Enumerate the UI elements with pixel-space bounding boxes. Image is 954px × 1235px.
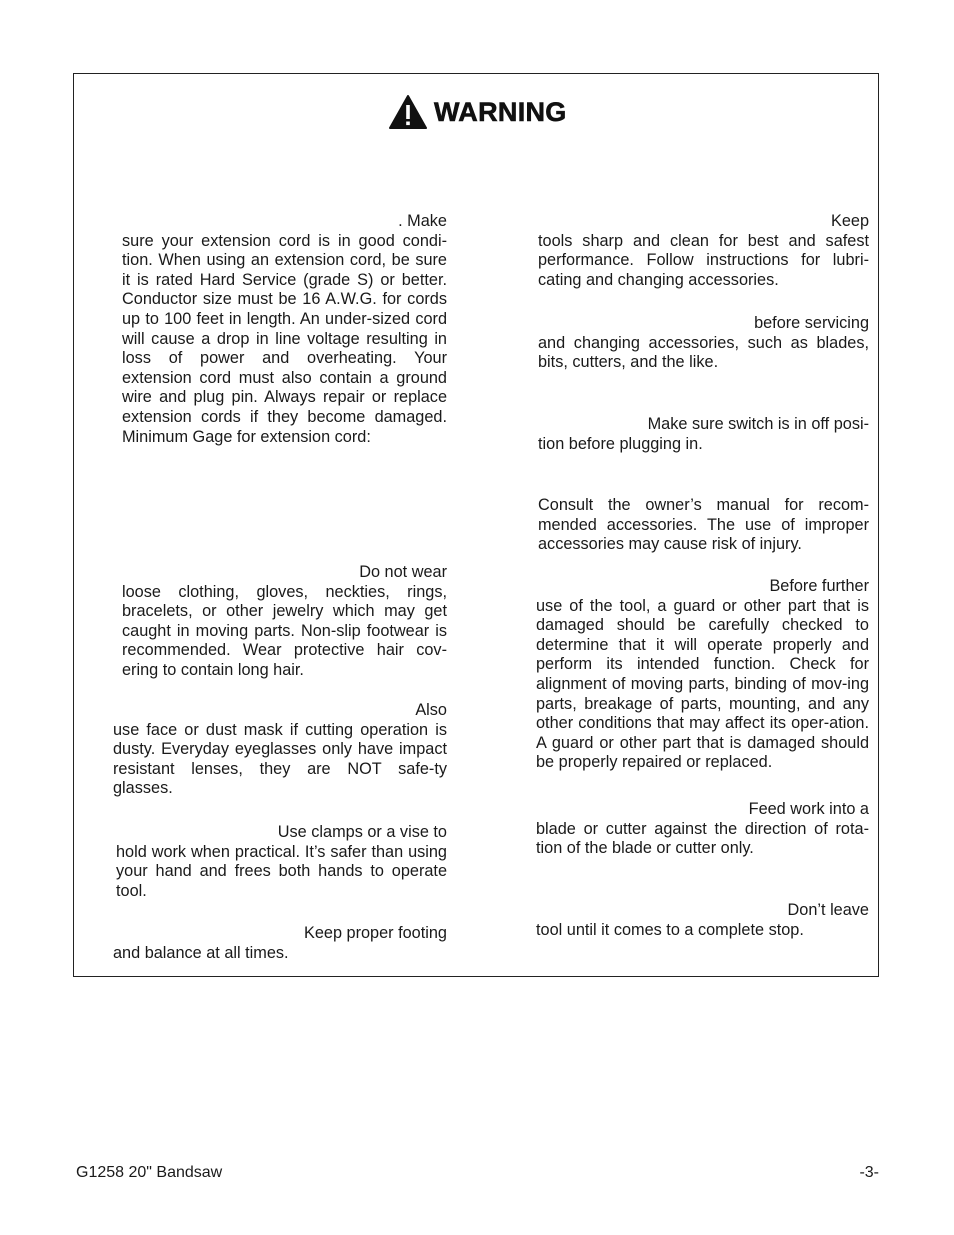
right-para-dont-leave xyxy=(536,901,869,940)
warning-triangle-icon xyxy=(388,94,428,130)
para-body: and balance at all times. xyxy=(113,943,289,962)
para-body: blade or cutter against the direction of rota-tion of the blade or cutter only. xyxy=(536,819,869,858)
right-para-damaged-parts xyxy=(536,577,869,773)
left-para-footing xyxy=(113,924,447,963)
warning-title: WARNING xyxy=(434,96,567,127)
para-body: loose clothing, gloves, neckties, rings, bracelets, or other jewelry which may get caught in moving parts. Non-slip footwear is recommended. Wear protective hair cov-ering to contain long hair. xyxy=(122,582,447,679)
para-body: use face or dust mask if cutting operation is dusty. Everyday eyeglasses only have impact resistant lenses, they are NOT safe-ty glasses. xyxy=(113,720,447,798)
warning-header xyxy=(388,92,567,132)
left-para-face-mask xyxy=(113,701,447,799)
right-para-sharp-tools xyxy=(538,212,869,290)
left-para-clamps xyxy=(116,823,447,901)
para-body: sure your extension cord is in good condi-tion. When using an extension cord, be sure it is rated Hard Service (grade S) or better. Conductor size must be 16 A.W.G. for cords up to 100 feet in length. An under-sized cord will cause a drop in line voltage resulting in loss of power and overheating. Your extension cord must also contain a ground wire and plug pin. Always repair or replace extension cords if they become damaged. Minimum Gage for extension cord: xyxy=(122,231,447,446)
right-para-feed-work xyxy=(536,800,869,859)
para-lead: Make sure switch is in off posi- xyxy=(647,415,869,433)
left-para-clothing xyxy=(122,563,447,681)
para-lead: Before further xyxy=(769,577,869,595)
right-para-accessories xyxy=(538,496,869,555)
para-lead: before servicing xyxy=(754,314,869,332)
para-lead: Don’t leave xyxy=(787,901,869,919)
para-body: Consult the owner’s manual for recom-mended accessories. The use of improper accessories may cause risk of injury. xyxy=(538,496,869,554)
footer-page-number: -3- xyxy=(859,1164,879,1181)
para-body: tools sharp and clean for best and safest performance. Follow instructions for lubri-cating and changing accessories. xyxy=(538,231,869,289)
para-lead: Also xyxy=(415,701,447,719)
para-lead: Use clamps or a vise to xyxy=(277,823,447,841)
para-lead: Feed work into a xyxy=(748,800,869,818)
para-lead: Do not wear xyxy=(359,563,447,581)
para-lead: Keep proper footing xyxy=(303,924,447,942)
para-lead: Keep xyxy=(830,212,869,230)
para-body: hold work when practical. It’s safer than using your hand and frees both hands to operate tool. xyxy=(116,842,447,900)
footer-model: G1258 20" Bandsaw xyxy=(76,1164,223,1181)
para-lead: . Make xyxy=(398,212,447,230)
right-para-servicing xyxy=(538,314,869,373)
para-body: use of the tool, a guard or other part that is damaged should be carefully checked to determine that it will operate properly and perform its intended function. Check for alignment of moving parts, binding of mov-ing parts, breakage of parts, mounting, and any other conditions that may affect its oper-ation. A guard or other part that is damaged should be properly repaired or replaced. xyxy=(536,596,869,772)
para-body: tion before plugging in. xyxy=(538,434,703,453)
right-para-switch xyxy=(538,415,869,454)
para-body: and changing accessories, such as blades, bits, cutters, and the like. xyxy=(538,333,869,372)
left-para-extension-cord xyxy=(122,212,447,447)
para-body: tool until it comes to a complete stop. xyxy=(536,920,804,939)
